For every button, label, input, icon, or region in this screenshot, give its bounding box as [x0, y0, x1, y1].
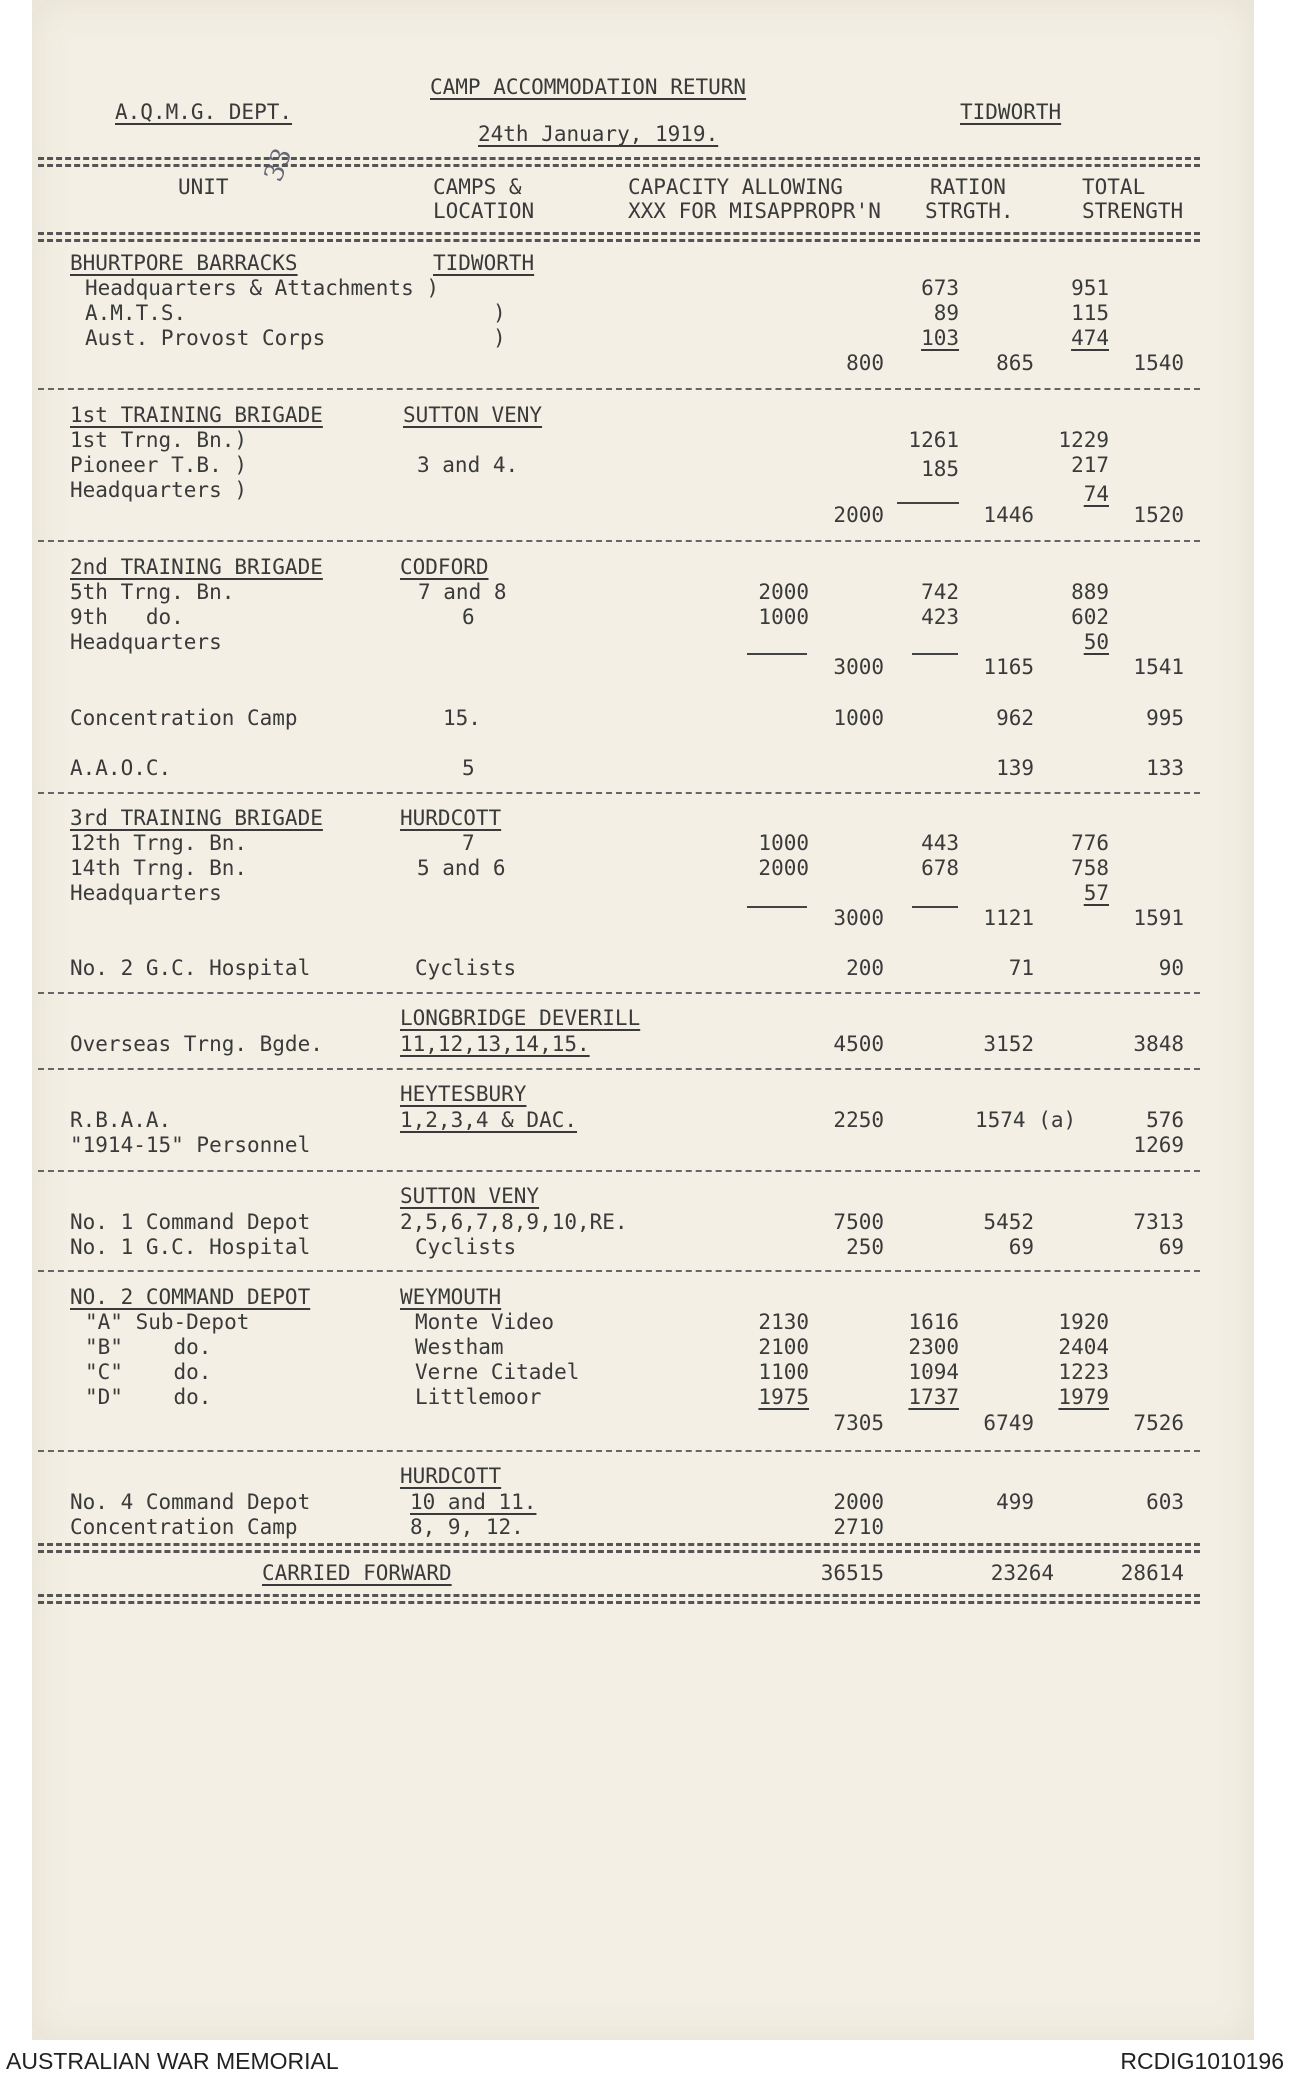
ration-value: 185 [921, 457, 959, 481]
unit-name: A.A.O.C. [70, 756, 172, 780]
total-value: 776 [1071, 831, 1109, 855]
capacity-value: 200 [846, 956, 884, 980]
ration-value: 443 [921, 831, 959, 855]
total-value: 1223 [1058, 1360, 1109, 1384]
location-label: TIDWORTH [960, 100, 1062, 124]
total-value: 1920 [1058, 1310, 1109, 1334]
total-value: 602 [1071, 605, 1109, 629]
camp-numbers: Cyclists [415, 1235, 517, 1259]
capacity-value: 1000 [758, 831, 809, 855]
section-heading: 3rd TRAINING BRIGADE [70, 806, 323, 830]
section-location: HURDCOTT [400, 806, 502, 830]
ration-value: 673 [921, 276, 959, 300]
total-value: 90 [1158, 956, 1184, 980]
camp-numbers: 6 [462, 605, 475, 629]
capacity-subtotal: 800 [846, 351, 884, 375]
total-value: 995 [1146, 706, 1184, 730]
total-value: 758 [1071, 856, 1109, 880]
total-value: 889 [1071, 580, 1109, 604]
capacity-value: 1000 [833, 706, 884, 730]
unit-name: Pioneer T.B. ) [70, 453, 248, 477]
capacity-subtotal: 3000 [833, 655, 884, 679]
section-heading: 2nd TRAINING BRIGADE [70, 555, 323, 579]
ration-subtotal: 1446 [983, 503, 1034, 527]
unit-name: Concentration Camp [70, 706, 298, 730]
total-value: 603 [1146, 1490, 1184, 1514]
unit-name: 9th do. [70, 605, 184, 629]
total-value: 1229 [1058, 428, 1109, 452]
unit-name: No. 2 G.C. Hospital [70, 956, 311, 980]
capacity-value: 2710 [833, 1515, 884, 1539]
sum-line [912, 906, 958, 908]
double-rule [38, 1543, 1200, 1553]
section-location: HURDCOTT [400, 1464, 502, 1488]
unit-name: Headquarters & Attachments ) [85, 276, 440, 300]
archive-credit: AUSTRALIAN WAR MEMORIAL [6, 2048, 339, 2074]
total-subtotal: 1520 [1133, 503, 1184, 527]
unit-name: Headquarters [70, 881, 222, 905]
total-value: 217 [1071, 453, 1109, 477]
capacity-value: 2000 [833, 1490, 884, 1514]
section-location: HEYTESBURY [400, 1082, 527, 1106]
ration-value: 962 [996, 706, 1034, 730]
ration-value: 1261 [908, 428, 959, 452]
archive-reference: RCDIG1010196 [1120, 2048, 1284, 2074]
bracket: ) [493, 301, 506, 325]
unit-name: "C" do. [85, 1360, 212, 1384]
camp-name: Littlemoor [415, 1385, 542, 1409]
camp-name: Monte Video [415, 1310, 555, 1334]
section-location: SUTTON VENY [403, 403, 543, 427]
unit-name: 12th Trng. Bn. [70, 831, 248, 855]
sum-line [747, 653, 807, 655]
section-heading: BHURTPORE BARRACKS [70, 251, 298, 275]
camp-numbers: 15. [443, 706, 481, 730]
total-subtotal: 1541 [1133, 655, 1184, 679]
ration-value: 678 [921, 856, 959, 880]
total-value: 133 [1146, 756, 1184, 780]
ration-subtotal: 865 [996, 351, 1034, 375]
camp-name: Westham [415, 1335, 504, 1359]
section-location: TIDWORTH [433, 251, 535, 275]
carried-forward-label: CARRIED FORWARD [262, 1561, 452, 1585]
camp-numbers: 5 and 6 [417, 856, 506, 880]
double-rule [38, 1594, 1200, 1604]
ration-value: 71 [1008, 956, 1034, 980]
ration-value: 1094 [908, 1360, 959, 1384]
col-header-strength: STRGTH. [925, 199, 1014, 223]
ration-subtotal: 6749 [983, 1411, 1034, 1435]
unit-name: Concentration Camp [70, 1515, 298, 1539]
unit-name: No. 1 G.C. Hospital [70, 1235, 311, 1259]
unit-name: Headquarters [70, 630, 222, 654]
capacity-value: 4500 [833, 1032, 884, 1056]
capacity-value: 2000 [758, 856, 809, 880]
total-subtotal: 7526 [1133, 1411, 1184, 1435]
dashed-rule [38, 1170, 1200, 1172]
col-header-ration: RATION [930, 175, 1006, 199]
camp-numbers: 5 [462, 756, 475, 780]
col-header-total: TOTAL [1082, 175, 1146, 199]
total-subtotal: 1540 [1133, 351, 1184, 375]
dashed-rule [38, 792, 1200, 794]
dashed-rule [38, 1068, 1200, 1070]
total-grand-total: 28614 [1120, 1561, 1184, 1585]
section-location: WEYMOUTH [400, 1285, 502, 1309]
col-header-misappropriation: XXX FOR MISAPPROPR'N [628, 199, 881, 223]
camp-numbers: 7 and 8 [418, 580, 507, 604]
camp-numbers: 7 [462, 831, 475, 855]
col-header-camps: CAMPS & [433, 175, 522, 199]
unit-name: "B" do. [85, 1335, 212, 1359]
ration-value: 1574 (a) [975, 1108, 1077, 1132]
unit-name: R.B.A.A. [70, 1108, 172, 1132]
camp-numbers: 2,5,6,7,8,9,10,RE. [400, 1210, 628, 1234]
capacity-value: 2100 [758, 1335, 809, 1359]
ration-value: 5452 [983, 1210, 1034, 1234]
camp-numbers: Cyclists [415, 956, 517, 980]
total-value: 69 [1158, 1235, 1184, 1259]
handwritten-note: 33 [258, 144, 299, 186]
total-value: 576 [1146, 1108, 1184, 1132]
camp-numbers: 8, 9, 12. [410, 1515, 524, 1539]
bracket: ) [493, 326, 506, 350]
camp-numbers: 3 and 4. [417, 453, 519, 477]
dashed-rule [38, 388, 1200, 390]
capacity-value: 2250 [833, 1108, 884, 1132]
ration-value: 1616 [908, 1310, 959, 1334]
ration-value: 69 [1008, 1235, 1034, 1259]
camp-numbers: 11,12,13,14,15. [400, 1032, 590, 1056]
ration-value: 1737 [908, 1385, 959, 1409]
dashed-rule [38, 992, 1200, 994]
ration-value: 103 [921, 326, 959, 350]
capacity-value: 2130 [758, 1310, 809, 1334]
double-rule [38, 157, 1200, 167]
ration-value: 89 [933, 301, 959, 325]
dept-label: A.Q.M.G. DEPT. [115, 100, 293, 124]
camp-name: Verne Citadel [415, 1360, 580, 1384]
total-value: 57 [1083, 881, 1109, 905]
capacity-subtotal: 2000 [833, 503, 884, 527]
total-value: 1979 [1058, 1385, 1109, 1409]
section-location: CODFORD [400, 555, 489, 579]
ration-value: 742 [921, 580, 959, 604]
document-date: 24th January, 1919. [478, 122, 719, 146]
ration-value: 499 [996, 1490, 1034, 1514]
total-value: 951 [1071, 276, 1109, 300]
capacity-subtotal: 3000 [833, 906, 884, 930]
sum-line [912, 653, 958, 655]
unit-name: "1914-15" Personnel [70, 1133, 311, 1157]
capacity-value: 250 [846, 1235, 884, 1259]
capacity-value: 2000 [758, 580, 809, 604]
unit-name: "A" Sub-Depot [85, 1310, 250, 1334]
document-title: CAMP ACCOMMODATION RETURN [430, 75, 747, 99]
unit-name: No. 1 Command Depot [70, 1210, 311, 1234]
unit-name: "D" do. [85, 1385, 212, 1409]
camp-numbers: 1,2,3,4 & DAC. [400, 1108, 578, 1132]
sum-line [897, 502, 959, 504]
unit-name: Aust. Provost Corps [85, 326, 326, 350]
section-location: SUTTON VENY [400, 1184, 540, 1208]
ration-value: 139 [996, 756, 1034, 780]
capacity-value: 1100 [758, 1360, 809, 1384]
total-value: 1269 [1133, 1133, 1184, 1157]
col-header-location: LOCATION [433, 199, 535, 223]
total-value: 3848 [1133, 1032, 1184, 1056]
sum-line [747, 906, 807, 908]
ration-value: 423 [921, 605, 959, 629]
unit-name: 5th Trng. Bn. [70, 580, 235, 604]
unit-name: Overseas Trng. Bgde. [70, 1032, 323, 1056]
ration-subtotal: 1121 [983, 906, 1034, 930]
col-header-unit: UNIT [178, 175, 229, 199]
ration-value: 2300 [908, 1335, 959, 1359]
total-subtotal: 1591 [1133, 906, 1184, 930]
capacity-value: 1000 [758, 605, 809, 629]
total-value: 2404 [1058, 1335, 1109, 1359]
capacity-value: 7500 [833, 1210, 884, 1234]
ration-subtotal: 1165 [983, 655, 1034, 679]
dashed-rule [38, 1270, 1200, 1272]
double-rule [38, 232, 1200, 242]
unit-name: A.M.T.S. [85, 301, 187, 325]
total-value: 474 [1071, 326, 1109, 350]
section-heading: NO. 2 COMMAND DEPOT [70, 1285, 311, 1309]
camp-numbers: 10 and 11. [410, 1490, 537, 1514]
total-value: 115 [1071, 301, 1109, 325]
col-header-total-strength: STRENGTH [1082, 199, 1184, 223]
total-value: 7313 [1133, 1210, 1184, 1234]
dashed-rule [38, 1450, 1200, 1452]
capacity-value: 1975 [758, 1385, 809, 1409]
unit-name: 14th Trng. Bn. [70, 856, 248, 880]
section-heading: 1st TRAINING BRIGADE [70, 403, 323, 427]
total-value: 74 [1083, 482, 1109, 506]
capacity-grand-total: 36515 [820, 1561, 884, 1585]
col-header-capacity: CAPACITY ALLOWING [628, 175, 843, 199]
unit-name: No. 4 Command Depot [70, 1490, 311, 1514]
section-location: LONGBRIDGE DEVERILL [400, 1006, 641, 1030]
ration-value: 3152 [983, 1032, 1034, 1056]
dashed-rule [38, 540, 1200, 542]
capacity-subtotal: 7305 [833, 1411, 884, 1435]
unit-name: Headquarters ) [70, 478, 248, 502]
unit-name: 1st Trng. Bn.) [70, 428, 248, 452]
total-value: 50 [1083, 630, 1109, 654]
ration-grand-total: 23264 [990, 1561, 1054, 1585]
